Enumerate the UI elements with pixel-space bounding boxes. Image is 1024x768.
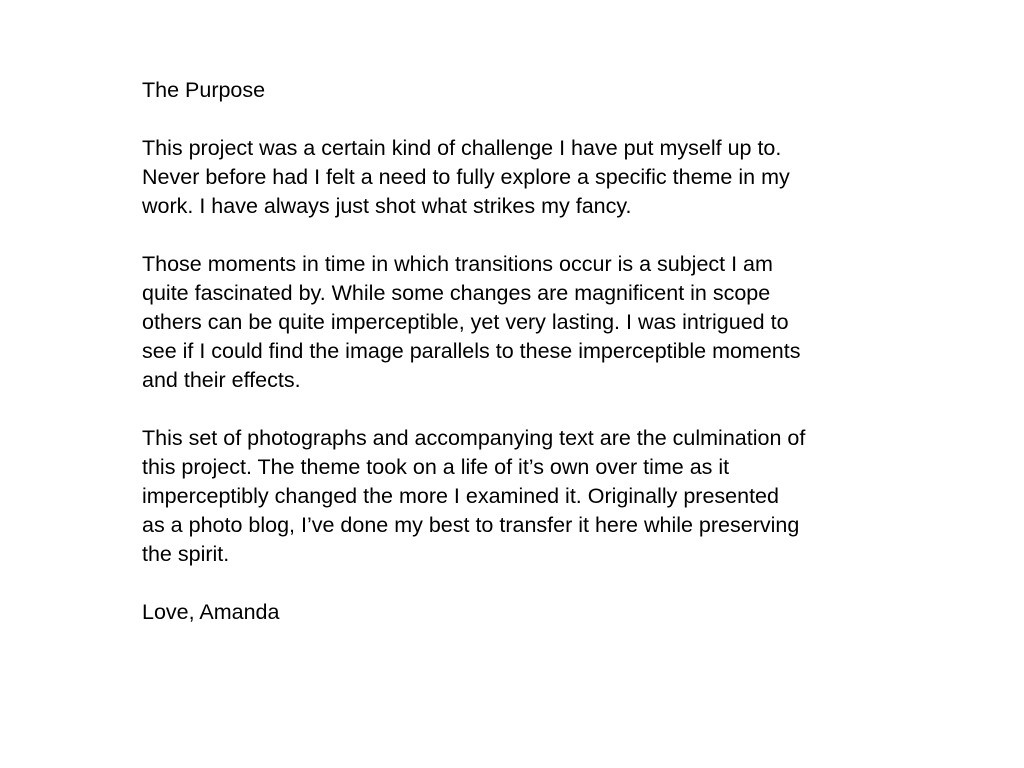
paragraph-spacer <box>142 105 902 134</box>
paragraph-culmination <box>142 424 902 569</box>
page-title: The Purpose <box>142 78 266 102</box>
paragraph-line: This project was a certain kind of challenge I have put myself up to. <box>142 136 782 160</box>
paragraph-line: and their effects. <box>142 368 301 392</box>
paragraph-line: the spirit. <box>142 542 230 566</box>
paragraph-line: this project. The theme took on a life of it’s own over time as it <box>142 455 730 479</box>
paragraph-spacer <box>142 569 902 598</box>
paragraph-line: others can be quite imperceptible, yet very lasting. I was intrigued to <box>142 310 789 334</box>
paragraph-moments <box>142 250 902 395</box>
paragraph-line: Those moments in time in which transitions occur is a subject I am <box>142 252 773 276</box>
slide-text-block <box>142 76 902 627</box>
paragraph-line: imperceptibly changed the more I examined it. Originally presented <box>142 484 779 508</box>
paragraph-line: This set of photographs and accompanying text are the culmination of <box>142 426 806 450</box>
signature: Love, Amanda <box>142 600 280 624</box>
paragraph-line: Never before had I felt a need to fully explore a specific theme in my <box>142 165 790 189</box>
paragraph-line: as a photo blog, I’ve done my best to transfer it here while preserving <box>142 513 800 537</box>
paragraph-line: work. I have always just shot what strikes my fancy. <box>142 194 632 218</box>
paragraph-line: see if I could find the image parallels to these imperceptible moments <box>142 339 801 363</box>
paragraph-spacer <box>142 221 902 250</box>
paragraph-spacer <box>142 395 902 424</box>
paragraph-line: quite fascinated by. While some changes are magnificent in scope <box>142 281 771 305</box>
paragraph-intro <box>142 134 902 221</box>
